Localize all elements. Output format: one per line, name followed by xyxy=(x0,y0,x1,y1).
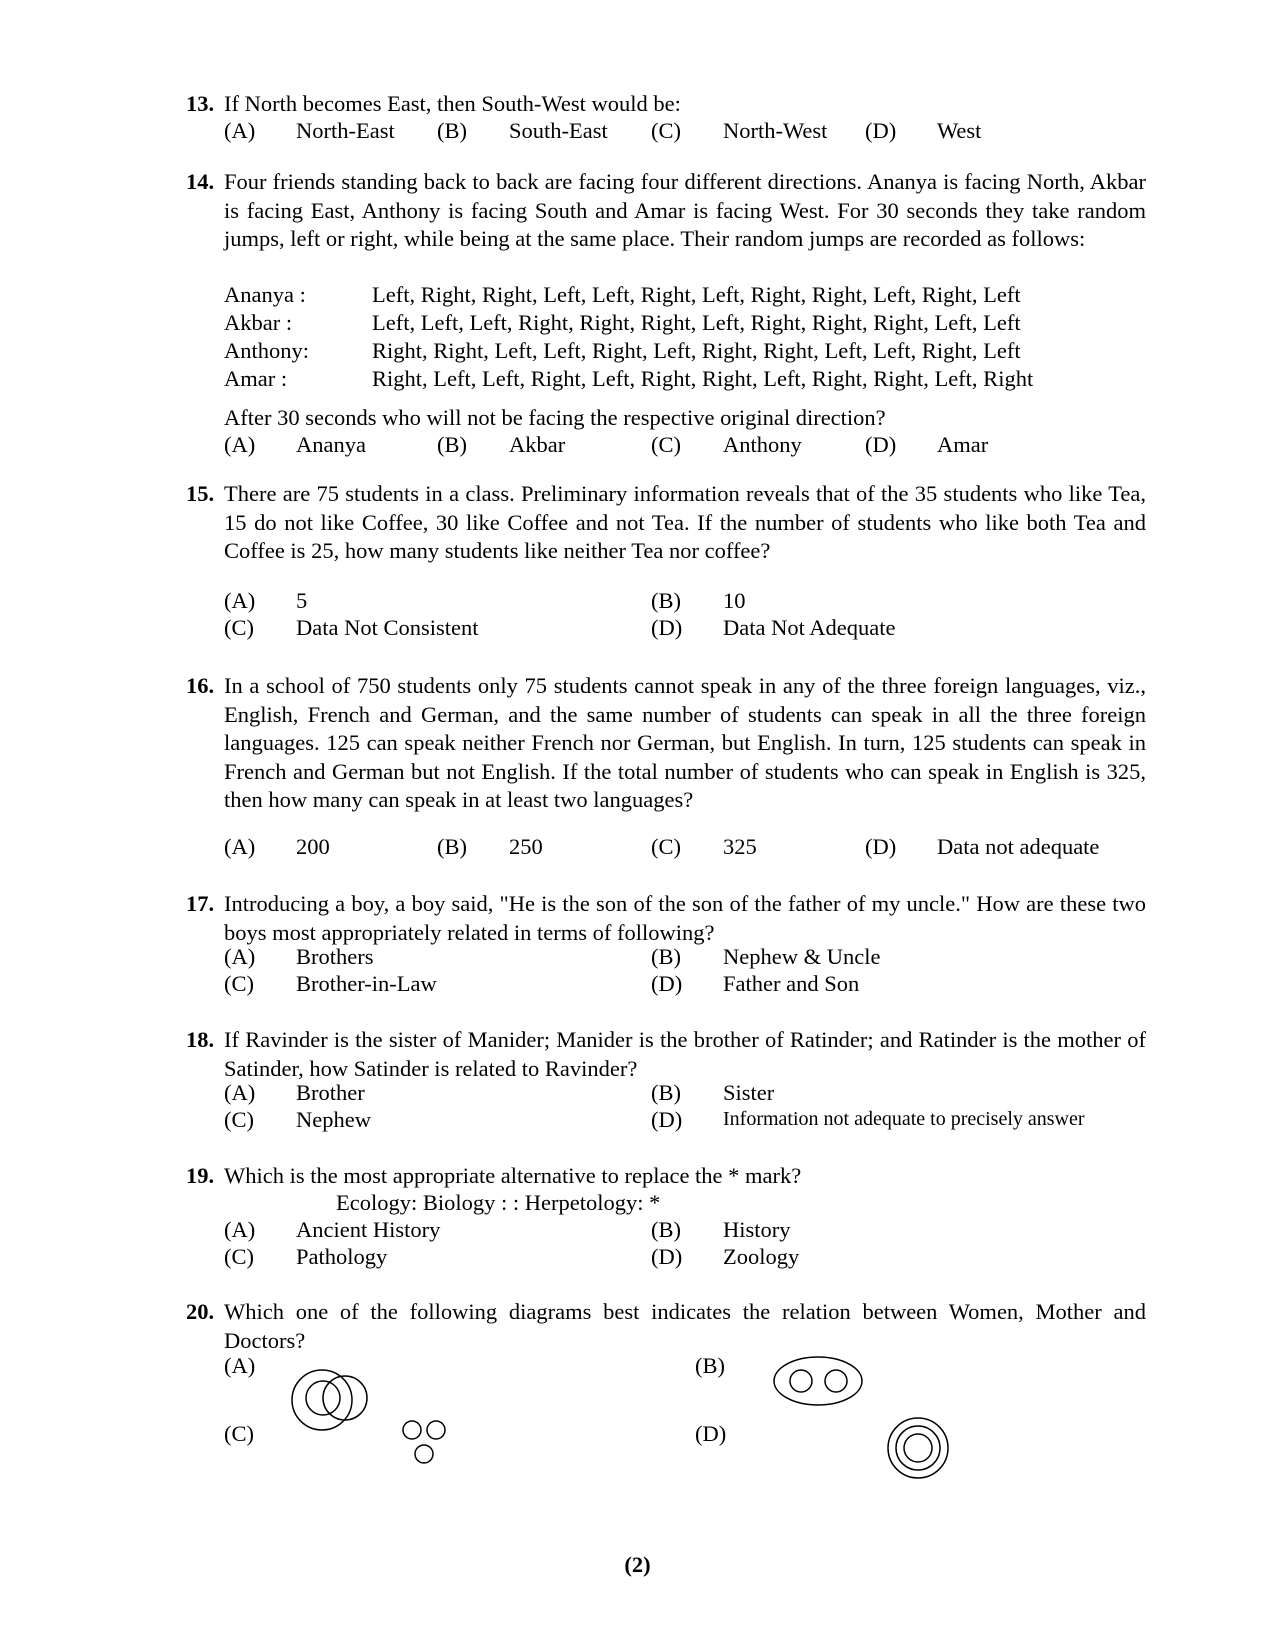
question-19 xyxy=(186,1162,1146,1282)
option-a[interactable]: (A) Brother xyxy=(224,1080,365,1105)
option-c[interactable]: (C) Data Not Consistent xyxy=(224,615,479,640)
option-a[interactable]: (A) 200 xyxy=(224,834,330,859)
diagram-d[interactable] xyxy=(886,1416,956,1486)
option-c[interactable]: (C) North-West xyxy=(651,118,828,143)
question-18 xyxy=(186,1026,1146,1146)
question-14: 14. Four friends standing back to back are facing four different directions. Ananya is facing North, Akbar is facing East, Anthony is facing South and Amar is facing West. For 30 seconds they take random jumps, left or right, while being at the same place. Their random jumps are recorded as follows: Ananya : Left, Right, Right, Left, Left, Right, Left, Right, Right, Left, Right, Left Akbar : Left, Left, Left, Right, Right, Right, Left, Right, Right, Right, Left, Left Anthony: Right, Right, Left, Left, Right, Left, Right, Right, Left, Left, Right, Left Amar : Right, Left, Left, Right, Left, Right, Right, Left, Right, Right, Left, Right After 30 seconds who will not be facing the respective original direction? (A) Ananya (B) Akbar (C) Anthony (D) Amar xyxy=(186,169,1146,457)
mother-circle xyxy=(790,1370,812,1392)
question-text: Which one of the following diagrams best indicates the relation between Women, Mother and Doctors? xyxy=(224,1299,1146,1353)
question-17 xyxy=(186,890,1146,1010)
question-16 xyxy=(186,672,1146,872)
mother-circle xyxy=(427,1421,445,1439)
question-text: In a school of 750 students only 75 students cannot speak in any of the three foreign languages, viz., English, French and German, and the same number of students can speak in all the three foreign languages. 125 can speak neither French nor German, but English. In turn, 125 students can speak in French and German but not English. If the total number of students who can speak in English is 325, then how many can speak in at least two languages? xyxy=(224,673,1146,812)
option-d[interactable]: (D) Information not adequate to precisely answer xyxy=(651,1107,1085,1132)
question-text: If North becomes East, then South-West would be: xyxy=(224,91,681,116)
question-number: 19. xyxy=(186,1163,215,1188)
inner-circle xyxy=(904,1434,932,1462)
question-number: 16. xyxy=(186,673,215,698)
question-number: 17. xyxy=(186,891,215,916)
option-b[interactable]: (B) 250 xyxy=(437,834,543,859)
option-a[interactable]: (A) Ancient History xyxy=(224,1217,441,1242)
option-c[interactable]: (C) Anthony xyxy=(651,432,802,457)
option-c-label[interactable]: (C) xyxy=(224,1421,254,1446)
option-b[interactable]: (B) 10 xyxy=(651,588,746,613)
diagram-b[interactable] xyxy=(772,1355,872,1415)
women-circle xyxy=(292,1370,352,1430)
question-number: 15. xyxy=(186,481,215,506)
option-c[interactable]: (C) Nephew xyxy=(224,1107,371,1132)
outer-circle xyxy=(888,1418,948,1478)
option-b[interactable]: (B) History xyxy=(651,1217,791,1242)
option-d[interactable]: (D) Father and Son xyxy=(651,971,860,996)
option-d-label[interactable]: (D) xyxy=(695,1421,727,1446)
women-ellipse xyxy=(774,1357,862,1405)
middle-circle xyxy=(896,1426,940,1470)
question-number: 14. xyxy=(186,169,215,194)
doctors-circle xyxy=(825,1370,847,1392)
doctors-circle xyxy=(323,1376,367,1420)
question-number: 18. xyxy=(186,1027,215,1052)
women-circle xyxy=(403,1421,421,1439)
question-text: Which is the most appropriate alternative to replace the * mark? xyxy=(224,1163,802,1188)
page-number: (2) xyxy=(624,1552,651,1577)
question-13 xyxy=(186,90,1146,150)
question-text: Four friends standing back to back are facing four different directions. Ananya is facing North, Akbar is facing East, Anthony is facing South and Amar is facing West. For 30 seconds they take random jumps, left or right, while being at the same place. Their random jumps are recorded as follows: xyxy=(224,169,1146,251)
option-c[interactable]: (C) Brother-in-Law xyxy=(224,971,437,996)
option-d[interactable]: (D) Amar xyxy=(865,432,989,457)
analogy: Ecology: Biology : : Herpetology: * xyxy=(336,1190,661,1215)
option-d[interactable]: (D) West xyxy=(865,118,982,143)
option-d[interactable]: (D) Zoology xyxy=(651,1244,800,1269)
option-b-label[interactable]: (B) xyxy=(695,1353,725,1378)
diagram-a[interactable] xyxy=(290,1365,380,1435)
question-number: 20. xyxy=(186,1299,215,1324)
option-b[interactable]: (B) South-East xyxy=(437,118,608,143)
option-a[interactable]: (A) Brothers xyxy=(224,944,374,969)
question-text: If Ravinder is the sister of Manider; Manider is the brother of Ratinder; and Ratinder is the mother of Satinder, how Satinder is related to Ravinder? xyxy=(224,1027,1146,1081)
option-a[interactable]: (A) 5 xyxy=(224,588,308,613)
question-number: 13. xyxy=(186,91,215,116)
diagram-c[interactable] xyxy=(400,1418,460,1478)
option-b[interactable]: (B) Nephew & Uncle xyxy=(651,944,881,969)
question-text: There are 75 students in a class. Preliminary information reveals that of the 35 students who like Tea, 15 do not like Coffee, 30 like Coffee and not Tea. If the number of students who like both Tea and Coffee is 25, how many students like neither Tea nor coffee? xyxy=(224,481,1146,563)
option-c[interactable]: (C) Pathology xyxy=(224,1244,388,1269)
option-a[interactable]: (A) North-East xyxy=(224,118,395,143)
option-c[interactable]: (C) 325 xyxy=(651,834,757,859)
option-a[interactable]: (A) Ananya xyxy=(224,432,366,457)
option-b[interactable]: (B) Sister xyxy=(651,1080,775,1105)
question-text: Introducing a boy, a boy said, "He is the son of the son of the father of my uncle." How are these two boys most appropriately related in terms of following? xyxy=(224,891,1146,945)
option-b[interactable]: (B) Akbar xyxy=(437,432,566,457)
doctors-circle xyxy=(415,1445,433,1463)
option-d[interactable]: (D) Data not adequate xyxy=(865,834,1100,859)
question-followup: After 30 seconds who will not be facing the respective original direction? xyxy=(224,405,886,430)
option-d[interactable]: (D) Data Not Adequate xyxy=(651,615,896,640)
question-15 xyxy=(186,480,1146,660)
option-a-label[interactable]: (A) xyxy=(224,1353,256,1378)
